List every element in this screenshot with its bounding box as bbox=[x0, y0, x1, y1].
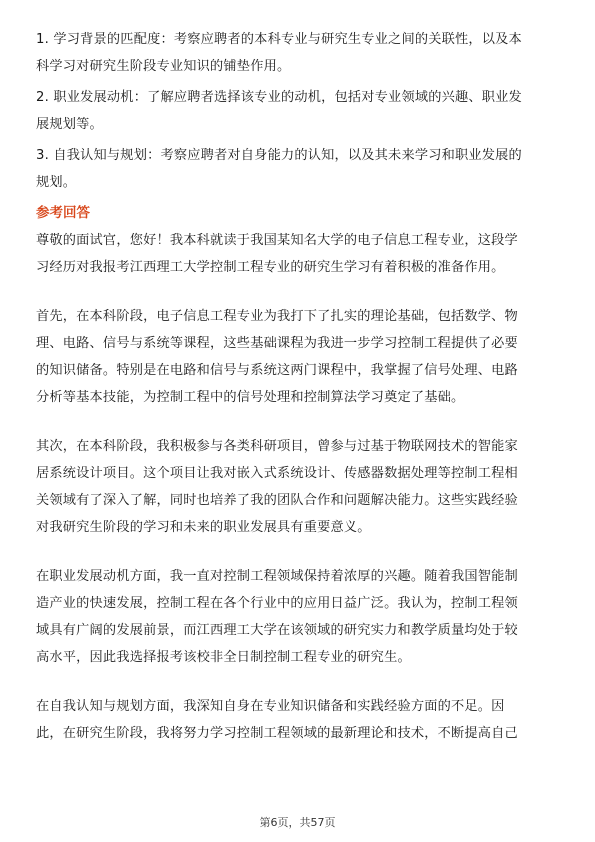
criteria-line: 3. 自我认知与规划：考察应聘者对自身能力的认知，以及其未来学习和职业发展的 bbox=[36, 148, 522, 163]
criteria-line: 2. 职业发展动机：了解应聘者选择该专业的动机，包括对专业领域的兴趣、职业发 bbox=[36, 90, 522, 105]
paragraph-line: 首先，在本科阶段，电子信息工程专业为我打下了扎实的理论基础，包括数学、物 bbox=[36, 309, 518, 324]
paragraph-line: 其次，在本科阶段，我积极参与各类科研项目，曾参与过基于物联网技术的智能家 bbox=[36, 439, 518, 454]
paragraph-line: 在职业发展动机方面，我一直对控制工程领域保持着浓厚的兴趣。随着我国智能制 bbox=[36, 569, 518, 584]
page-number: 第6页，共57页 bbox=[259, 816, 336, 829]
criteria-item bbox=[36, 26, 560, 80]
paragraph-line: 分析等基本技能，为控制工程中的信号处理和控制算法学习奠定了基础。 bbox=[36, 390, 465, 405]
paragraph-line: 高水平，因此我选择报考该校非全日制控制工程专业的研究生。 bbox=[36, 650, 411, 665]
criteria-line: 1. 学习背景的匹配度：考察应聘者的本科专业与研究生专业之间的关联性，以及本 bbox=[36, 32, 522, 47]
criteria-line: 科学习对研究生阶段专业知识的铺垫作用。 bbox=[36, 59, 291, 74]
answer-paragraph bbox=[36, 303, 560, 411]
paragraph-line: 尊敬的面试官，您好！我本科就读于我国某知名大学的电子信息工程专业，这段学 bbox=[36, 233, 518, 248]
paragraph-line: 对我研究生阶段的学习和未来的职业发展具有重要意义。 bbox=[36, 520, 371, 535]
paragraph-line: 此，在研究生阶段，我将努力学习控制工程领域的最新理论和技术，不断提高自己 bbox=[36, 726, 518, 741]
paragraph-line: 的知识储备。特别是在电路和信号与系统这两门课程中，我掌握了信号处理、电路 bbox=[36, 363, 518, 378]
criteria-item bbox=[36, 84, 560, 138]
paragraph-line: 关领域有了深入了解，同时也培养了我的团队合作和问题解决能力。这些实践经验 bbox=[36, 493, 518, 508]
answer-paragraph bbox=[36, 433, 560, 541]
paragraph-line: 域具有广阔的发展前景，而江西理工大学在该领域的研究实力和教学质量均处于较 bbox=[36, 623, 518, 638]
criteria-item bbox=[36, 142, 560, 196]
criteria-line: 展规划等。 bbox=[36, 117, 103, 132]
answer-paragraph bbox=[36, 563, 560, 671]
criteria-list bbox=[36, 26, 560, 196]
answer-paragraph bbox=[36, 693, 560, 747]
paragraph-line: 在自我认知与规划方面，我深知自身在专业知识储备和实践经验方面的不足。因 bbox=[36, 699, 505, 714]
paragraph-line: 造产业的快速发展，控制工程在各个行业中的应用日益广泛。我认为，控制工程领 bbox=[36, 596, 518, 611]
paragraph-line: 习经历对我报考江西理工大学控制工程专业的研究生学习有着积极的准备作用。 bbox=[36, 260, 505, 275]
answer-title: 参考回答 bbox=[36, 205, 90, 221]
document-page bbox=[36, 26, 560, 747]
answer-paragraph bbox=[36, 227, 560, 281]
paragraph-line: 居系统设计项目。这个项目让我对嵌入式系统设计、传感器数据处理等控制工程相 bbox=[36, 466, 518, 481]
paragraph-line: 理、电路、信号与系统等课程，这些基础课程为我进一步学习控制工程提供了必要 bbox=[36, 336, 518, 351]
page-footer bbox=[0, 814, 595, 830]
criteria-line: 规划。 bbox=[36, 175, 77, 190]
